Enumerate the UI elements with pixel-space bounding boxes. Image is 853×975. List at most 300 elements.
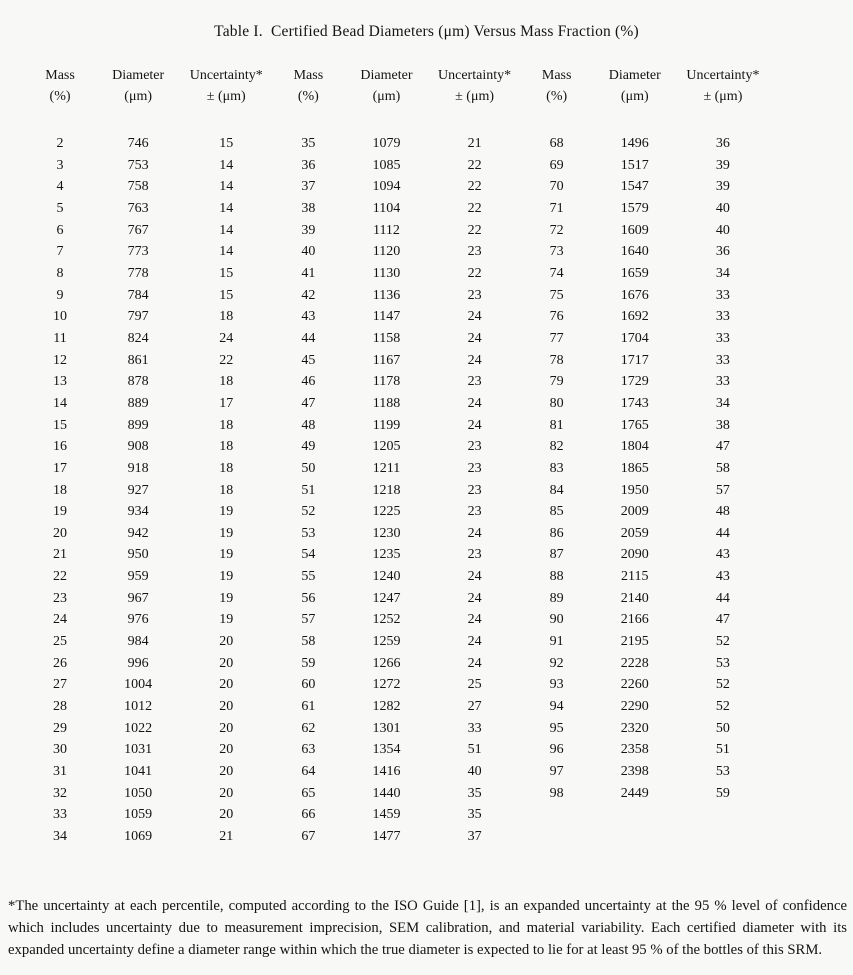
mass-cell: 46 (301, 374, 316, 390)
mass-cell: 15 (53, 417, 68, 433)
uncertainty-cell: 19 (219, 547, 234, 563)
uncertainty-cell: 19 (219, 590, 234, 606)
bead-diameter-table (24, 65, 769, 848)
uncertainty-cell: 37 (467, 829, 482, 844)
mass-cell: 2 (56, 136, 64, 151)
uncertainty-cell: 35 (467, 807, 482, 823)
diameter-cell: 1158 (372, 330, 401, 346)
uncertainty-cell: 18 (219, 439, 234, 455)
uncertainty-cell: 51 (467, 742, 482, 758)
uncertainty-cell: 39 (715, 157, 730, 173)
diameter-cell: 1459 (372, 807, 401, 823)
mass-cell: 43 (301, 309, 316, 325)
diameter-cell: 1950 (620, 482, 649, 498)
uncertainty-cell: 22 (467, 179, 482, 195)
mass-cell: 10 (53, 309, 68, 325)
mass-cell: 95 (549, 720, 564, 736)
mass-cell: 87 (549, 547, 564, 563)
uncertainty-cell: 24 (467, 634, 482, 650)
mass-cell: 93 (549, 677, 564, 693)
diameter-cell: 1272 (372, 677, 401, 693)
mass-cell: 68 (549, 136, 564, 151)
uncertainty-cell: 14 (219, 200, 234, 216)
column-header-label: Uncertainty* (686, 68, 760, 83)
column-header-uncertainty (180, 65, 272, 133)
column-header-mass (521, 65, 593, 133)
mass-cell: 65 (301, 785, 316, 801)
mass-cell: 32 (53, 785, 68, 801)
uncertainty-cell: 23 (467, 287, 482, 303)
diameter-cell: 1225 (372, 504, 401, 520)
uncertainty-cell: 23 (467, 460, 482, 476)
column-header-uncertainty (677, 65, 769, 133)
mass-cell: 89 (549, 590, 564, 606)
mass-cell: 80 (549, 395, 564, 411)
uncertainty-cell: 33 (467, 720, 482, 736)
table-row (24, 350, 769, 372)
mass-cell: 5 (56, 200, 64, 216)
uncertainty-cell: 57 (715, 482, 730, 498)
table-row (24, 306, 769, 328)
diameter-cell: 1477 (372, 829, 401, 844)
mass-cell: 8 (56, 265, 64, 281)
diameter-cell: 1609 (620, 222, 649, 238)
mass-cell: 41 (301, 265, 316, 281)
mass-cell: 37 (301, 179, 316, 195)
diameter-cell: 2398 (620, 764, 649, 780)
table-row (24, 523, 769, 545)
diameter-cell: 1547 (620, 179, 649, 195)
uncertainty-cell: 15 (219, 265, 234, 281)
diameter-cell: 878 (127, 374, 149, 390)
diameter-cell: 1041 (124, 764, 153, 780)
mass-cell: 69 (549, 157, 564, 173)
uncertainty-cell: 52 (715, 699, 730, 715)
uncertainty-cell: 36 (715, 244, 730, 260)
diameter-cell: 959 (127, 569, 149, 585)
mass-cell: 31 (53, 764, 68, 780)
uncertainty-cell: 34 (715, 265, 730, 281)
mass-cell: 83 (549, 460, 564, 476)
table-row (24, 220, 769, 242)
diameter-cell: 2166 (620, 612, 649, 628)
uncertainty-cell: 25 (467, 677, 482, 693)
column-header-diameter (344, 65, 428, 133)
table-title: Table I. Certified Bead Diameters (μm) Versus Mass Fraction (%) (214, 23, 639, 40)
diameter-cell: 967 (127, 590, 149, 606)
diameter-cell: 1085 (372, 157, 401, 173)
uncertainty-cell: 24 (467, 309, 482, 325)
mass-cell: 79 (549, 374, 564, 390)
diameter-cell: 942 (127, 525, 149, 541)
uncertainty-cell: 23 (467, 547, 482, 563)
uncertainty-cell: 43 (715, 547, 730, 563)
diameter-cell: 2115 (621, 569, 649, 585)
uncertainty-cell: 21 (219, 829, 234, 844)
mass-cell: 3 (56, 157, 64, 173)
uncertainty-cell: 33 (715, 287, 730, 303)
uncertainty-cell: 24 (219, 330, 234, 346)
diameter-cell: 1354 (372, 742, 401, 758)
table-row (24, 739, 769, 761)
uncertainty-cell: 23 (467, 504, 482, 520)
mass-cell (521, 804, 593, 826)
diameter-cell: 984 (127, 634, 149, 650)
uncertainty-cell: 53 (715, 655, 730, 671)
column-header-unit: (μm) (124, 89, 153, 104)
table-row (24, 328, 769, 350)
mass-cell: 59 (301, 655, 316, 671)
mass-cell: 70 (549, 179, 564, 195)
uncertainty-cell: 20 (219, 785, 234, 801)
uncertainty-cell: 24 (467, 590, 482, 606)
uncertainty-cell: 20 (219, 699, 234, 715)
uncertainty-cell: 43 (715, 569, 730, 585)
mass-cell: 34 (53, 829, 68, 844)
column-header-label: Uncertainty* (189, 68, 263, 83)
mass-cell: 45 (301, 352, 316, 368)
table-row (24, 263, 769, 285)
uncertainty-cell: 48 (715, 504, 730, 520)
mass-cell: 66 (301, 807, 316, 823)
diameter-cell: 767 (127, 222, 149, 238)
uncertainty-cell: 20 (219, 655, 234, 671)
mass-cell: 50 (301, 460, 316, 476)
diameter-cell: 1440 (372, 785, 401, 801)
diameter-cell: 1069 (124, 829, 153, 844)
uncertainty-cell: 20 (219, 742, 234, 758)
uncertainty-cell (677, 826, 769, 848)
uncertainty-cell: 14 (219, 157, 234, 173)
uncertainty-cell: 52 (715, 634, 730, 650)
table-row (24, 653, 769, 675)
uncertainty-cell: 20 (219, 634, 234, 650)
uncertainty-cell: 23 (467, 482, 482, 498)
uncertainty-cell: 20 (219, 764, 234, 780)
diameter-cell: 1167 (372, 352, 401, 368)
uncertainty-cell: 51 (715, 742, 730, 758)
uncertainty-cell: 44 (715, 525, 730, 541)
mass-cell: 86 (549, 525, 564, 541)
diameter-cell (593, 804, 677, 826)
column-header-unit: ± (μm) (703, 89, 743, 104)
mass-cell: 9 (56, 287, 64, 303)
uncertainty-cell: 18 (219, 417, 234, 433)
column-header-diameter (96, 65, 180, 133)
mass-cell: 98 (549, 785, 564, 801)
mass-cell: 64 (301, 764, 316, 780)
column-header-label: Diameter (112, 68, 165, 83)
diameter-cell: 1676 (620, 287, 649, 303)
table-row (24, 566, 769, 588)
mass-cell: 12 (53, 352, 68, 368)
mass-cell: 61 (301, 699, 316, 715)
table-row (24, 371, 769, 393)
diameter-cell: 2320 (620, 720, 649, 736)
diameter-cell: 1012 (124, 699, 153, 715)
diameter-cell: 1804 (620, 439, 649, 455)
diameter-cell: 2260 (620, 677, 649, 693)
mass-cell: 13 (53, 374, 68, 390)
mass-cell: 85 (549, 504, 564, 520)
mass-cell: 4 (56, 179, 64, 195)
mass-cell: 58 (301, 634, 316, 650)
table-row (24, 588, 769, 610)
uncertainty-cell: 21 (467, 136, 482, 151)
uncertainty-cell: 19 (219, 612, 234, 628)
column-header-unit: (%) (546, 89, 568, 104)
uncertainty-cell: 22 (467, 222, 482, 238)
diameter-cell: 1247 (372, 590, 401, 606)
diameter-cell: 1743 (620, 395, 649, 411)
diameter-cell: 1147 (372, 309, 401, 325)
table-row (24, 696, 769, 718)
uncertainty-cell (677, 804, 769, 826)
uncertainty-cell: 24 (467, 612, 482, 628)
mass-cell: 51 (301, 482, 316, 498)
column-header-unit: ± (μm) (455, 89, 495, 104)
diameter-cell: 1136 (372, 287, 401, 303)
diameter-cell: 908 (127, 439, 149, 455)
uncertainty-cell: 34 (715, 395, 730, 411)
column-header-uncertainty (429, 65, 521, 133)
mass-cell: 47 (301, 395, 316, 411)
uncertainty-cell: 14 (219, 222, 234, 238)
uncertainty-cell: 53 (715, 764, 730, 780)
diameter-cell: 1104 (372, 200, 401, 216)
diameter-cell: 1301 (372, 720, 401, 736)
diameter-cell: 950 (127, 547, 149, 563)
diameter-cell: 1266 (372, 655, 401, 671)
mass-cell: 56 (301, 590, 316, 606)
table-row (24, 285, 769, 307)
diameter-cell: 758 (127, 179, 149, 195)
mass-cell: 52 (301, 504, 316, 520)
mass-cell: 54 (301, 547, 316, 563)
diameter-cell: 753 (127, 157, 149, 173)
mass-cell: 22 (53, 569, 68, 585)
mass-cell: 94 (549, 699, 564, 715)
mass-cell: 84 (549, 482, 564, 498)
mass-cell: 90 (549, 612, 564, 628)
mass-cell: 16 (53, 439, 68, 455)
diameter-cell: 1240 (372, 569, 401, 585)
mass-cell: 20 (53, 525, 68, 541)
mass-cell: 73 (549, 244, 564, 260)
mass-cell: 96 (549, 742, 564, 758)
diameter-cell: 2195 (620, 634, 649, 650)
mass-cell: 24 (53, 612, 68, 628)
diameter-cell: 1252 (372, 612, 401, 628)
table-row (24, 198, 769, 220)
mass-cell: 28 (53, 699, 68, 715)
mass-cell: 88 (549, 569, 564, 585)
table-row (24, 631, 769, 653)
diameter-cell: 2449 (620, 785, 649, 801)
mass-cell: 17 (53, 460, 68, 476)
mass-cell: 35 (301, 136, 316, 151)
table-row (24, 804, 769, 826)
mass-cell: 26 (53, 655, 68, 671)
diameter-cell: 1004 (124, 677, 153, 693)
diameter-cell: 1199 (372, 417, 401, 433)
diameter-cell: 889 (127, 395, 149, 411)
mass-cell: 97 (549, 764, 564, 780)
diameter-cell: 2228 (620, 655, 649, 671)
uncertainty-cell: 38 (715, 417, 730, 433)
diameter-cell: 1112 (372, 222, 400, 238)
diameter-cell: 773 (127, 244, 149, 260)
uncertainty-cell: 15 (219, 136, 234, 151)
mass-cell: 48 (301, 417, 316, 433)
column-header-unit: (%) (297, 89, 319, 104)
uncertainty-cell: 19 (219, 525, 234, 541)
column-header-unit: (μm) (620, 89, 649, 104)
mass-cell: 40 (301, 244, 316, 260)
uncertainty-cell: 19 (219, 504, 234, 520)
uncertainty-cell: 36 (715, 136, 730, 151)
uncertainty-cell: 24 (467, 352, 482, 368)
mass-cell: 76 (549, 309, 564, 325)
mass-cell: 39 (301, 222, 316, 238)
mass-cell: 23 (53, 590, 68, 606)
mass-cell: 77 (549, 330, 564, 346)
uncertainty-cell: 33 (715, 309, 730, 325)
diameter-cell: 918 (127, 460, 149, 476)
diameter-cell: 1230 (372, 525, 401, 541)
diameter-cell: 1579 (620, 200, 649, 216)
uncertainty-cell: 40 (715, 200, 730, 216)
diameter-cell: 2290 (620, 699, 649, 715)
uncertainty-cell: 23 (467, 244, 482, 260)
diameter-cell: 1130 (372, 265, 401, 281)
table-row (24, 480, 769, 502)
diameter-cell: 1496 (620, 136, 649, 151)
diameter-cell: 1865 (620, 460, 649, 476)
table-row (24, 393, 769, 415)
uncertainty-cell: 15 (219, 287, 234, 303)
mass-cell: 60 (301, 677, 316, 693)
diameter-cell: 1704 (620, 330, 649, 346)
mass-cell: 49 (301, 439, 316, 455)
diameter-cell: 1079 (372, 136, 401, 151)
table-body (24, 133, 769, 848)
table-row (24, 436, 769, 458)
diameter-cell: 1120 (372, 244, 401, 260)
uncertainty-cell: 17 (219, 395, 234, 411)
diameter-cell: 1031 (124, 742, 153, 758)
mass-cell (521, 826, 593, 848)
diameter-cell: 1729 (620, 374, 649, 390)
table-row (24, 544, 769, 566)
diameter-cell: 1692 (620, 309, 649, 325)
mass-cell: 74 (549, 265, 564, 281)
mass-cell: 6 (56, 222, 64, 238)
table-row (24, 718, 769, 740)
table-row (24, 415, 769, 437)
column-header-label: Mass (293, 68, 324, 83)
uncertainty-cell: 27 (467, 699, 482, 715)
diameter-cell: 1178 (372, 374, 401, 390)
uncertainty-cell: 18 (219, 309, 234, 325)
mass-cell: 27 (53, 677, 68, 693)
mass-cell: 75 (549, 287, 564, 303)
uncertainty-cell: 44 (715, 590, 730, 606)
mass-cell: 81 (549, 417, 564, 433)
mass-cell: 14 (53, 395, 68, 411)
uncertainty-cell: 47 (715, 612, 730, 628)
uncertainty-cell: 22 (467, 157, 482, 173)
diameter-cell: 2090 (620, 547, 649, 563)
uncertainty-cell: 14 (219, 244, 234, 260)
diameter-cell: 1640 (620, 244, 649, 260)
diameter-cell: 1259 (372, 634, 401, 650)
table-row (24, 458, 769, 480)
uncertainty-cell: 58 (715, 460, 730, 476)
mass-cell: 71 (549, 200, 564, 216)
table-row (24, 783, 769, 805)
table-row (24, 674, 769, 696)
uncertainty-cell: 18 (219, 482, 234, 498)
uncertainty-cell: 24 (467, 569, 482, 585)
mass-cell: 33 (53, 807, 68, 823)
uncertainty-cell: 20 (219, 720, 234, 736)
uncertainty-cell: 24 (467, 395, 482, 411)
diameter-cell: 1211 (372, 460, 401, 476)
uncertainty-cell: 33 (715, 330, 730, 346)
diameter-cell: 1022 (124, 720, 153, 736)
diameter-cell: 996 (127, 655, 149, 671)
diameter-cell: 1717 (620, 352, 649, 368)
diameter-cell: 1094 (372, 179, 401, 195)
diameter-cell: 1517 (620, 157, 649, 173)
uncertainty-cell: 22 (467, 265, 482, 281)
mass-cell: 19 (53, 504, 68, 520)
uncertainty-cell: 19 (219, 569, 234, 585)
mass-cell: 78 (549, 352, 564, 368)
mass-cell: 57 (301, 612, 316, 628)
uncertainty-cell: 47 (715, 439, 730, 455)
uncertainty-cell: 33 (715, 374, 730, 390)
mass-cell: 25 (53, 634, 68, 650)
mass-cell: 42 (301, 287, 316, 303)
mass-cell: 7 (56, 244, 64, 260)
diameter-cell: 861 (127, 352, 149, 368)
uncertainty-cell: 35 (467, 785, 482, 801)
mass-cell: 36 (301, 157, 316, 173)
table-row (24, 609, 769, 631)
diameter-cell: 784 (127, 287, 149, 303)
table-row (24, 826, 769, 848)
column-header-diameter (593, 65, 677, 133)
diameter-cell: 824 (127, 330, 149, 346)
diameter-cell: 763 (127, 200, 149, 216)
column-header-unit: ± (μm) (206, 89, 246, 104)
diameter-cell: 1416 (372, 764, 401, 780)
uncertainty-cell: 23 (467, 374, 482, 390)
table-row (24, 155, 769, 177)
diameter-cell: 1659 (620, 265, 649, 281)
uncertainty-cell: 18 (219, 374, 234, 390)
uncertainty-cell: 24 (467, 525, 482, 541)
table-row (24, 761, 769, 783)
diameter-cell: 976 (127, 612, 149, 628)
uncertainty-cell: 20 (219, 677, 234, 693)
table-row (24, 501, 769, 523)
mass-cell: 44 (301, 330, 316, 346)
diameter-cell: 1050 (124, 785, 153, 801)
mass-cell: 30 (53, 742, 68, 758)
